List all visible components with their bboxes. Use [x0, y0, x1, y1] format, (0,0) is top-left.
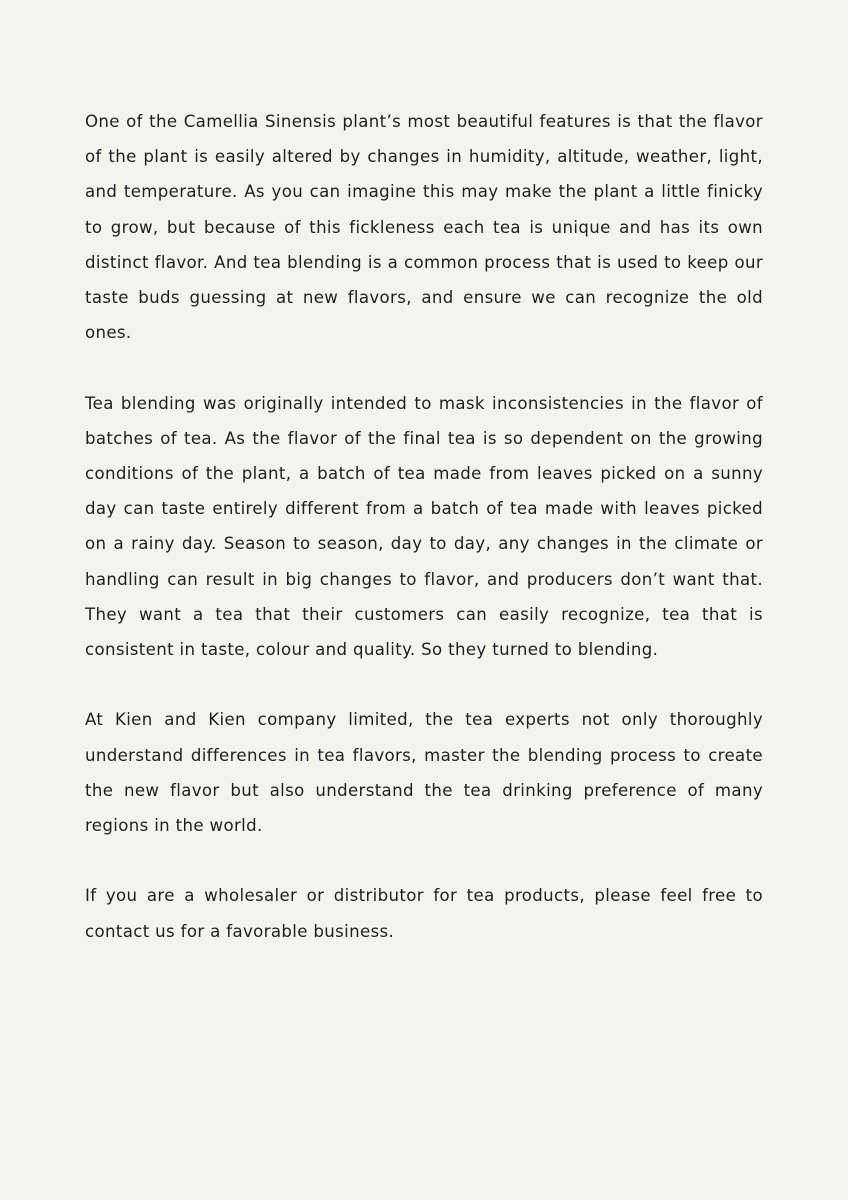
paragraph-camellia-sinensis-flavor: One of the Camellia Sinensis plant’s most beautiful features is that the flavor of the plant is easily altered by changes in humidity, altitude, weather, light, and temperature. As you can imagine this may make the plant a little finicky to grow, but because of this fickleness each tea is unique and has its own distinct flavor. And tea blending is a common process that is used to keep our taste buds guessing at new flavors, and ensure we can recognize the old ones.: [85, 112, 763, 343]
document-body: [85, 104, 763, 984]
paragraph-contact-invitation: If you are a wholesaler or distributor for tea products, please feel free to contact us for a favorable business.: [85, 886, 763, 941]
paragraph-kien-and-kien-expertise: At Kien and Kien company limited, the tea experts not only thoroughly understand differences in tea flavors, master the blending process to create the new flavor but also understand the tea drinking preference of many regions in the world.: [85, 710, 763, 836]
paragraph-tea-blending-origins: Tea blending was originally intended to mask inconsistencies in the flavor of batches of tea. As the flavor of the final tea is so dependent on the growing conditions of the plant, a batch of tea made from leaves picked on a sunny day can taste entirely different from a batch of tea made with leaves picked on a rainy day. Season to season, day to day, any changes in the climate or handling can result in big changes to flavor, and producers don’t want that. They want a tea that their customers can easily recognize, tea that is consistent in taste, colour and quality. So they turned to blending.: [85, 393, 763, 660]
